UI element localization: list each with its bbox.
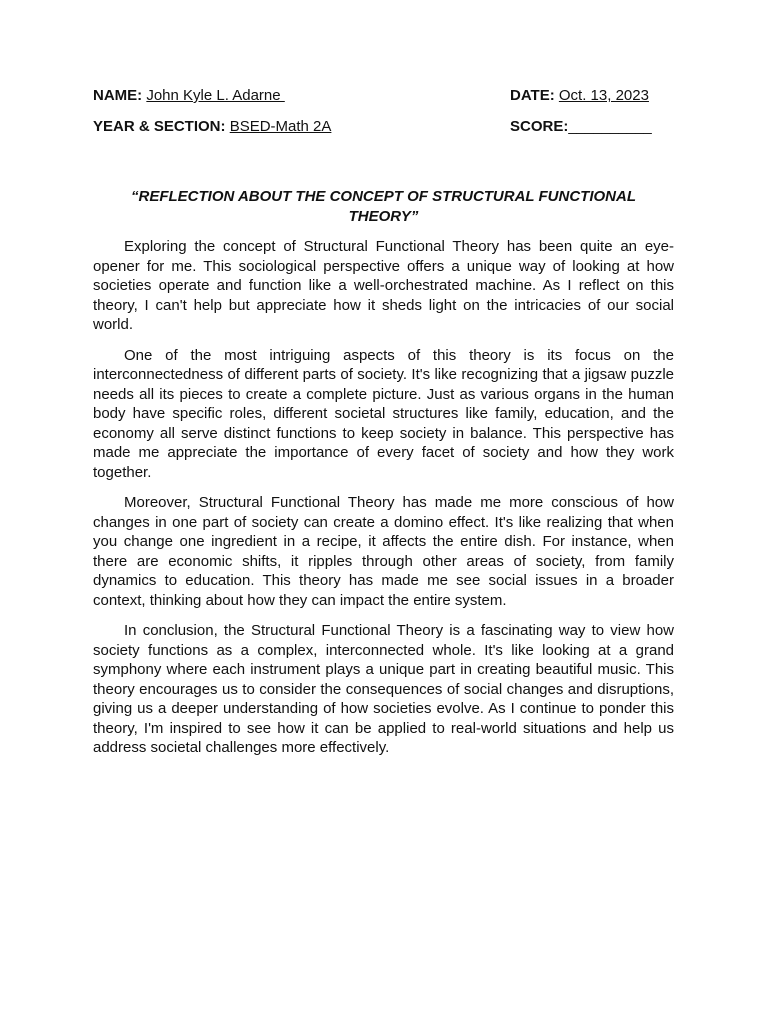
section-label: YEAR & SECTION:: [93, 118, 226, 135]
date-value: Oct. 13, 2023: [558, 87, 649, 104]
section-field: [93, 117, 331, 137]
header-row-name-date: [93, 86, 674, 106]
paragraph: Moreover, Structural Functional Theory has made me more conscious of how changes in one part of society can create a domino effect. It's like realizing that when you change one ingredient in a recipe, it affects the entire dish. For instance, when there are economic shifts, it ripples through other areas of society, from family dynamics to education. This theory has made me see social issues in a broader context, thinking about how they can impact the entire system.: [93, 494, 674, 609]
name-value: John Kyle L. Adarne: [146, 87, 285, 104]
score-label: SCORE:: [510, 118, 569, 135]
body-text: [93, 237, 674, 758]
paragraph: One of the most intriguing aspects of this theory is its focus on the interconnectedness of different parts of society. It's like recognizing that a jigsaw puzzle needs all its pieces to create a complete picture. Just as various organs in the human body have specific roles, different societal structures like family, education, and the economy all serve distinct functions to keep society in balance. This perspective has made me appreciate the importance of every facet of society and how they work together.: [93, 346, 674, 481]
document-title: “REFLECTION ABOUT THE CONCEPT OF STRUCTURAL FUNCTIONAL THEORY”: [131, 188, 636, 225]
date-label: DATE:: [510, 87, 555, 104]
paragraph: Exploring the concept of Structural Functional Theory has been quite an eye-opener for me. This sociological perspective offers a unique way of looking at how societies operate and function like a well-orchestrated machine. As I reflect on this theory, I can't help but appreciate how it sheds light on the intricacies of our social world.: [93, 238, 674, 333]
date-field: [510, 86, 649, 106]
header-row-section-score: [93, 117, 674, 137]
name-label: NAME:: [93, 87, 143, 104]
score-value: __________: [568, 118, 652, 135]
document-page: [93, 86, 674, 769]
paragraph: In conclusion, the Structural Functional Theory is a fascinating way to view how society functions as a complex, interconnected whole. It's like looking at a grand symphony where each instrument plays a unique part in creating beautiful music. This theory encourages us to consider the consequences of social changes and disruptions, giving us a deeper understanding of how societies evolve. As I continue to ponder this theory, I'm inspired to see how it can be applied to real-world situations and help us address societal challenges more effectively.: [93, 622, 674, 756]
name-field: [93, 86, 285, 106]
section-value: BSED-Math 2A: [229, 118, 332, 135]
score-field: [510, 117, 652, 137]
